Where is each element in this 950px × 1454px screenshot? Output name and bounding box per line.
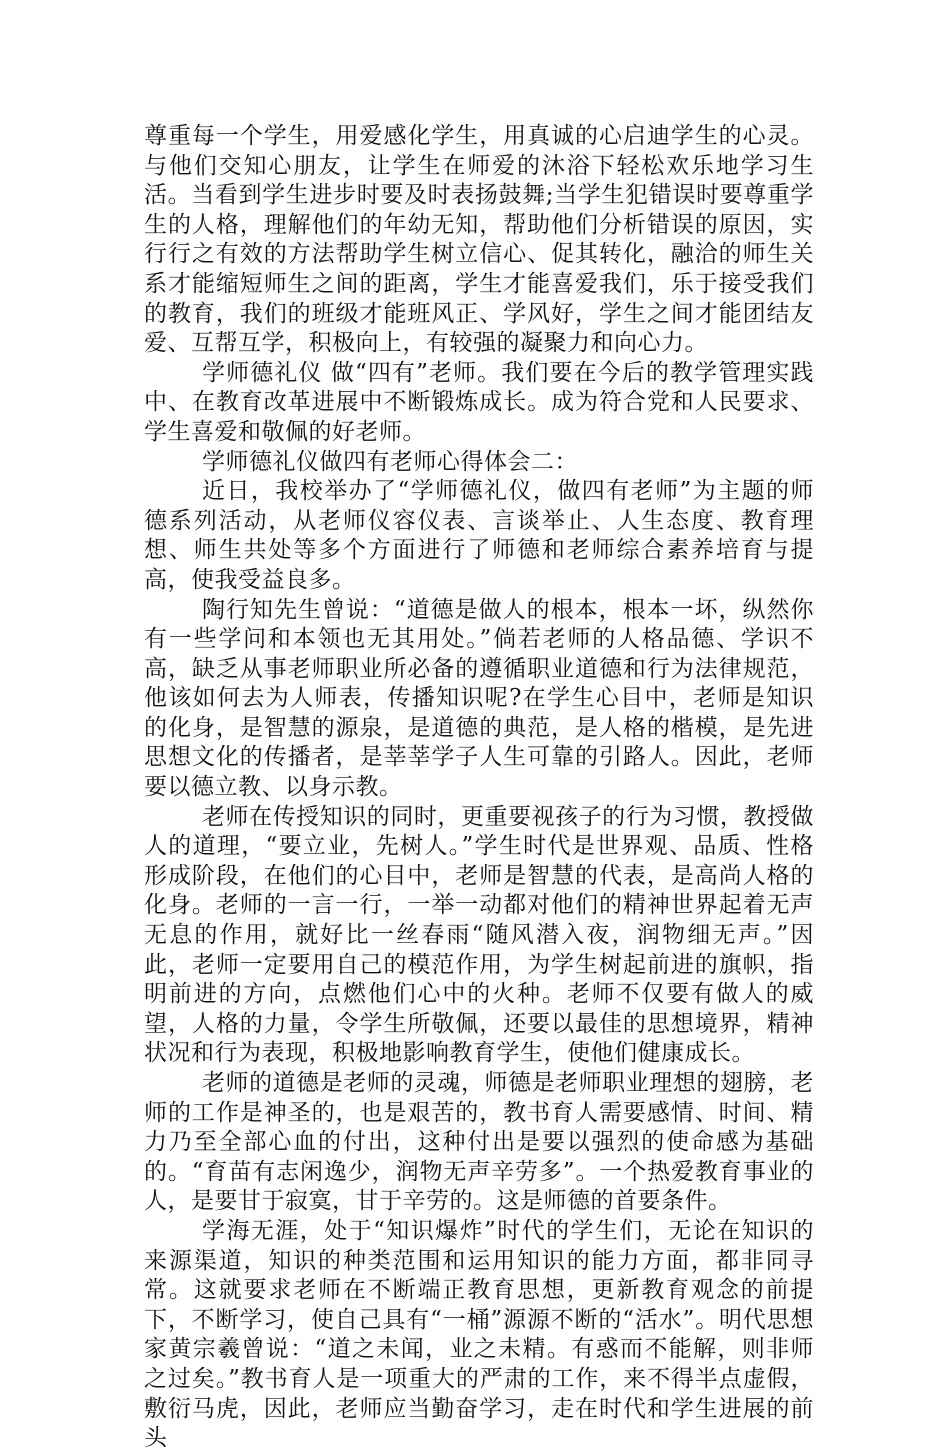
paragraph: 老师在传授知识的同时，更重要视孩子的行为习惯，教授做人的道理，“要立业，先树人。”学生时代是世界观、品质、性格形成阶段，在他们的心目中，老师是智慧的代表，是高尚人格的化身。老师的一言一行，一举一动都对他们的精神世界起着无声无息的作用，就好比一丝春雨“随风潜入夜，润物细无声。”因此，老师一定要用自己的模范作用，为学生树起前进的旗帜，指明前进的方向，点燃他们心中的火种。老师不仅要有做人的威望，人格的力量，令学生所敬佩，还要以最佳的思想境界，精神状况和行为表现，积极地影响教育学生，使他们健康成长。 (144, 803, 814, 1067)
paragraph: 学师德礼仪 做“四有”老师。我们要在今后的教学管理实践中、在教育改革进展中不断锻炼成长。成为符合党和人民要求、学生喜爱和敬佩的好老师。 (144, 359, 814, 445)
paragraph: 尊重每一个学生，用爱感化学生，用真诚的心启迪学生的心灵。与他们交知心朋友，让学生在师爱的沐浴下轻松欢乐地学习生活。当看到学生进步时要及时表扬鼓舞;当学生犯错误时要尊重学生的人格，理解他们的年幼无知，帮助他们分析错误的原因，实行行之有效的方法帮助学生树立信心、促其转化，融洽的师生关系才能缩短师生之间的距离，学生才能喜爱我们，乐于接受我们的教育，我们的班级才能班风正、学风好，学生之间才能团结友爱、互帮互学，积极向上，有较强的凝聚力和向心力。 (144, 123, 814, 357)
document-body (144, 122, 814, 1454)
section-heading: 学师德礼仪做四有老师心得体会二： (202, 448, 578, 475)
paragraph: 近日，我校举办了“学师德礼仪，做四有老师”为主题的师德系列活动，从老师仪容仪表、言谈举止、人生态度、教育理想、师生共处等多个方面进行了师德和老师综合素养培育与提高，使我受益良多。 (144, 478, 814, 593)
paragraph: 学海无涯，处于“知识爆炸”时代的学生们，无论在知识的来源渠道，知识的种类范围和运用知识的能力方面，都非同寻常。这就要求老师在不断端正教育思想，更新教育观念的前提下，不断学习，使自己具有“一桶”源源不断的“活水”。明代思想家黄宗羲曾说：“道之未闻，业之未精。有惑而不能解，则非师之过矣。”教书育人是一项重大的严肃的工作，来不得半点虚假，敷衍马虎，因此，老师应当勤奋学习，走在时代和学生进展的前头 (144, 1217, 814, 1452)
paragraph: 陶行知先生曾说：“道德是做人的根本，根本一坏，纵然你有一些学问和本领也无其用处。”倘若老师的人格品德、学识不高，缺乏从事老师职业所必备的遵循职业道德和行为法律规范，他该如何去为人师表，传播知识呢?在学生心目中，老师是知识的化身，是智慧的源泉，是道德的典范，是人格的楷模，是先进思想文化的传播者，是莘莘学子人生可靠的引路人。因此，老师要以德立教、以身示教。 (144, 596, 814, 801)
paragraph: 老师的道德是老师的灵魂，师德是老师职业理想的翅膀，老师的工作是神圣的，也是艰苦的，教书育人需要感情、时间、精力乃至全部心血的付出，这种付出是要以强烈的使命感为基础的。“育苗有志闲逸少，润物无声辛劳多”。一个热爱教育事业的人，是要甘于寂寞，甘于辛劳的。这是师德的首要条件。 (144, 1070, 814, 1215)
